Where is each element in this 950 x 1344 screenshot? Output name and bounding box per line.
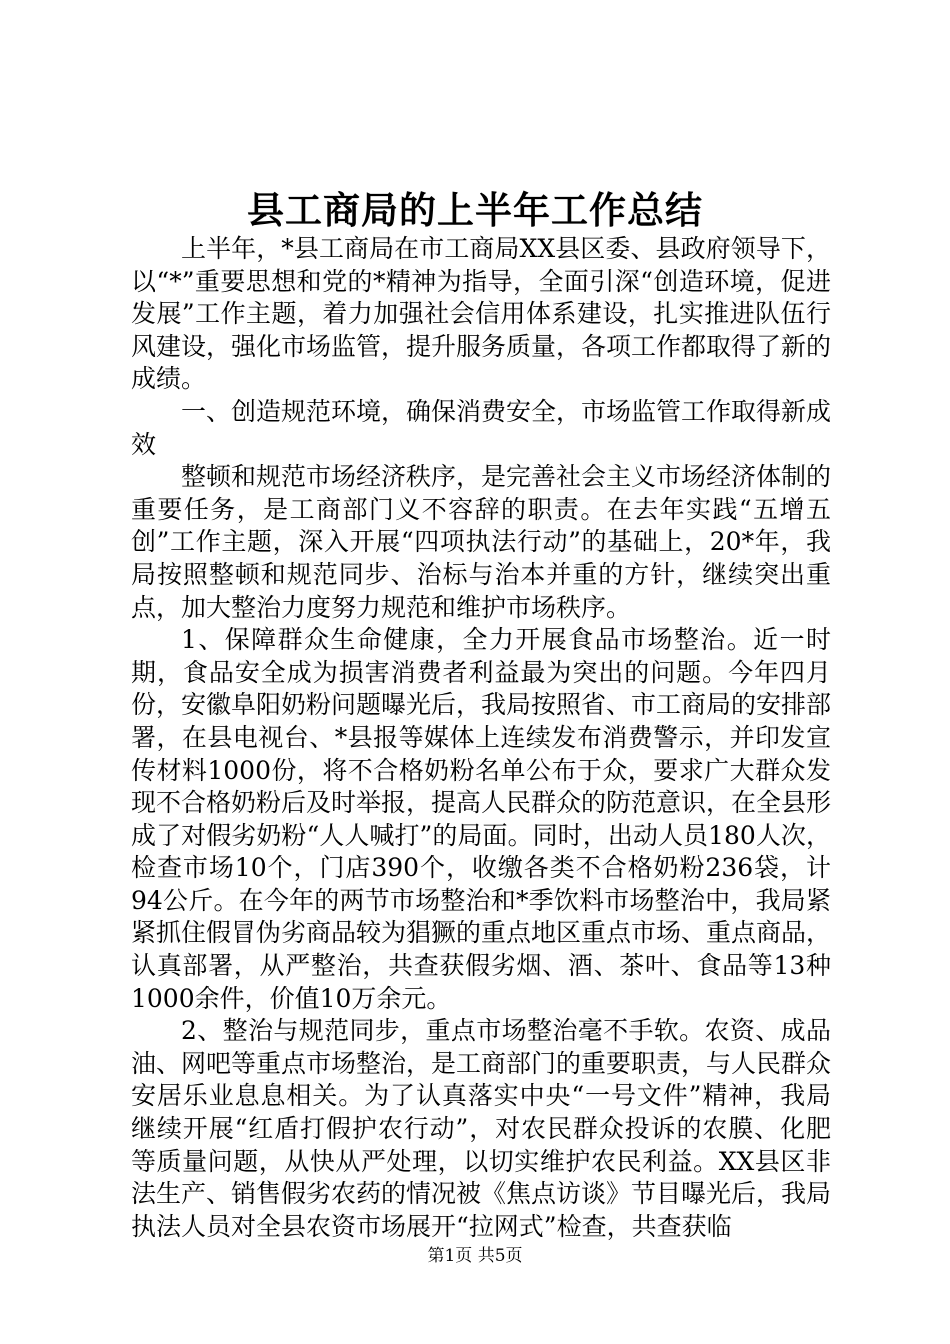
paragraph-intro: 上半年，*县工商局在市工商局XX县区委、县政府领导下，以“*”重要思想和党的*精神为指导，全面引深“创造环境，促进发展”工作主题，着力加强社会信用体系建设，扎实推进队伍行风建设，强化市场监管，提升服务质量，各项工作都取得了新的成绩。 — [131, 234, 832, 394]
document-title: 县工商局的上半年工作总结 — [247, 188, 703, 232]
section-heading-1: 一、创造规范环境，确保消费安全，市场监管工作取得新成效 — [131, 396, 832, 459]
paragraph-market-order: 整顿和规范市场经济秩序，是完善社会主义市场经济体制的重要任务，是工商部门义不容辞的职责。在去年实践“五增五创”工作主题，深入开展“四项执法行动”的基础上，20*年，我局按照整顿和规范同步、治标与治本并重的方针，继续突出重点，加大整治力度努力规范和维护市场秩序。 — [131, 462, 832, 622]
page-footer: 第1页 共5页 — [427, 1246, 523, 1266]
paragraph-key-markets: 2、整治与规范同步，重点市场整治毫不手软。农资、成品油、网吧等重点市场整治，是工商部门的重要职责，与人民群众安居乐业息息相关。为了认真落实中央“一号文件”精神，我局继续开展“红盾打假护农行动”，对农民群众投诉的农膜、化肥等质量问题，从快从严处理，以切实维护农民利益。XX县区非法生产、销售假劣农药的情况被《焦点访谈》节目曝光后，我局执法人员对全县农资市场展开“拉网式”检查，共查获临 — [131, 1016, 832, 1241]
paragraph-food-market: 1、保障群众生命健康，全力开展食品市场整治。近一时期，食品安全成为损害消费者利益最为突出的问题。今年四月份，安徽阜阳奶粉问题曝光后，我局按照省、市工商局的安排部署，在县电视台、*县报等媒体上连续发布消费警示，并印发宣传材料1000份，将不合格奶粉名单公布于众，要求广大群众发现不合格奶粉后及时举报，提高人民群众的防范意识，在全县形成了对假劣奶粉“人人喊打”的局面。同时，出动人员180人次，检查市场10个，门店390个，收缴各类不合格奶粉236袋，计94公斤。在今年的两节市场整治和*季饮料市场整治中，我局紧紧抓住假冒伪劣商品较为猖獗的重点地区重点市场、重点商品，认真部署，从严整治，共查获假劣烟、酒、茶叶、食品等13种1000余件，价值10万余元。 — [131, 625, 832, 1013]
document-body — [131, 233, 831, 1243]
